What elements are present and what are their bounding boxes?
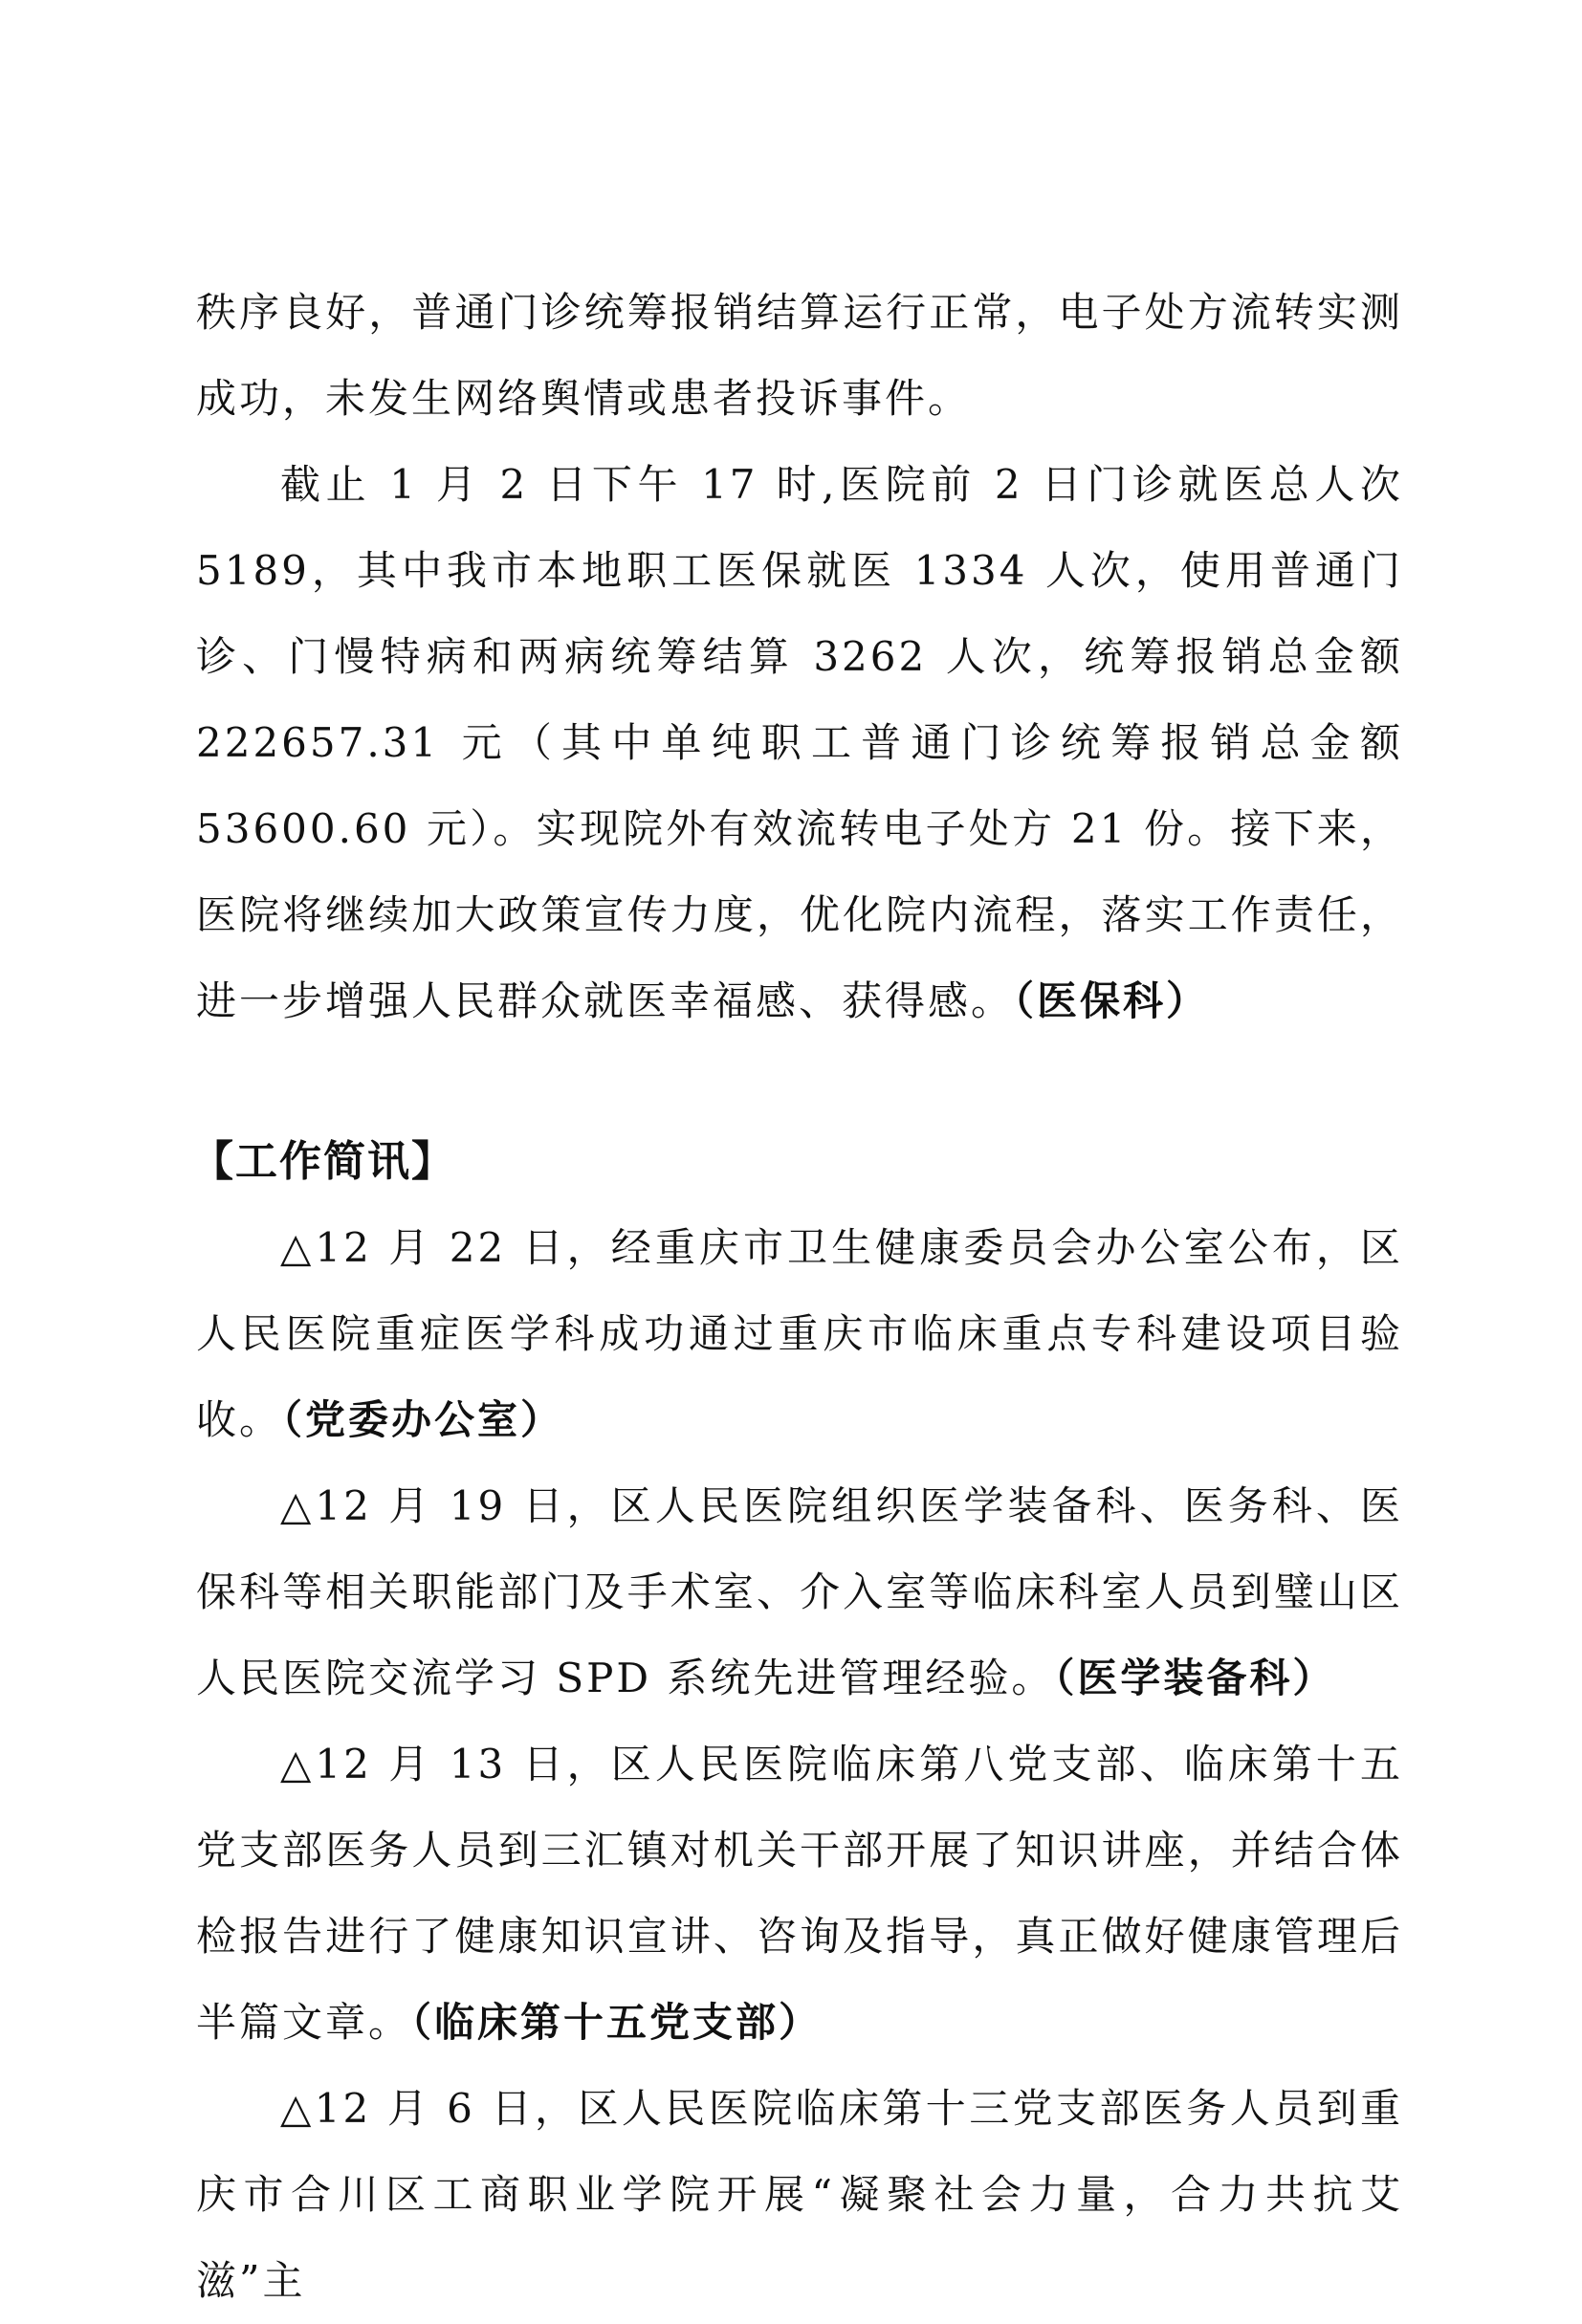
section-title: 【工作简讯】 bbox=[191, 1137, 455, 1186]
brief-item bbox=[196, 1463, 1403, 1721]
brief-source: （临床第十五党支部） bbox=[411, 1999, 823, 2046]
brief-text: △12 月 6 日，区人民医院临床第十三党支部医务人员到重庆市合川区工商职业学院开展“凝聚社会力量，合力共抗艾滋”主 bbox=[196, 2085, 1403, 2304]
intro-paragraph bbox=[196, 270, 1403, 442]
brief-item bbox=[196, 1721, 1403, 2066]
stats-source: （医保科） bbox=[1014, 977, 1210, 1024]
brief-text: △12 月 13 日，区人民医院临床第八党支部、临床第十五党支部医务人员到三汇镇对机关干部开展了知识讲座，并结合体检报告进行了健康知识宣讲、咨询及指导，真正做好健康管理后半篇文章。 bbox=[196, 1741, 1403, 2046]
brief-source: （医学装备科） bbox=[1054, 1655, 1336, 1701]
brief-text: △12 月 19 日，区人民医院组织医学装备科、医务科、医保科等相关职能部门及手术室、介入室等临床科室人员到璧山区人民医院交流学习 SPD 系统先进管理经验。 bbox=[196, 1482, 1403, 1701]
brief-item bbox=[196, 1205, 1403, 1463]
document-page bbox=[191, 270, 1403, 2324]
brief-item bbox=[196, 2066, 1403, 2324]
intro-text: 秩序良好，普通门诊统筹报销结算运行正常，电子处方流转实测成功，未发生网络舆情或患者投诉事件。 bbox=[196, 289, 1403, 422]
stats-text: 截止 1 月 2 日下午 17 时,医院前 2 日门诊就医总人次 5189，其中我市本地职工医保就医 1334 人次，使用普通门诊、门慢特病和两病统筹结算 3262 人次，统筹报销总金额 222657.31 元（其中单纯职工普通门诊统筹报销总金额 53600.60 元）。实现院外有效流转电子处方 21 份。接下来，医院将继续加大政策宣传力度，优化院内流程，落实工作责任，进一步增强人民群众就医幸福感、获得感。 bbox=[196, 461, 1403, 1024]
brief-source: （党委办公室） bbox=[282, 1396, 564, 1443]
brief-text: △12 月 22 日，经重庆市卫生健康委员会办公室公布，区人民医院重症医学科成功通过重庆市临床重点专科建设项目验收。 bbox=[196, 1224, 1403, 1443]
stats-paragraph bbox=[196, 442, 1403, 1044]
